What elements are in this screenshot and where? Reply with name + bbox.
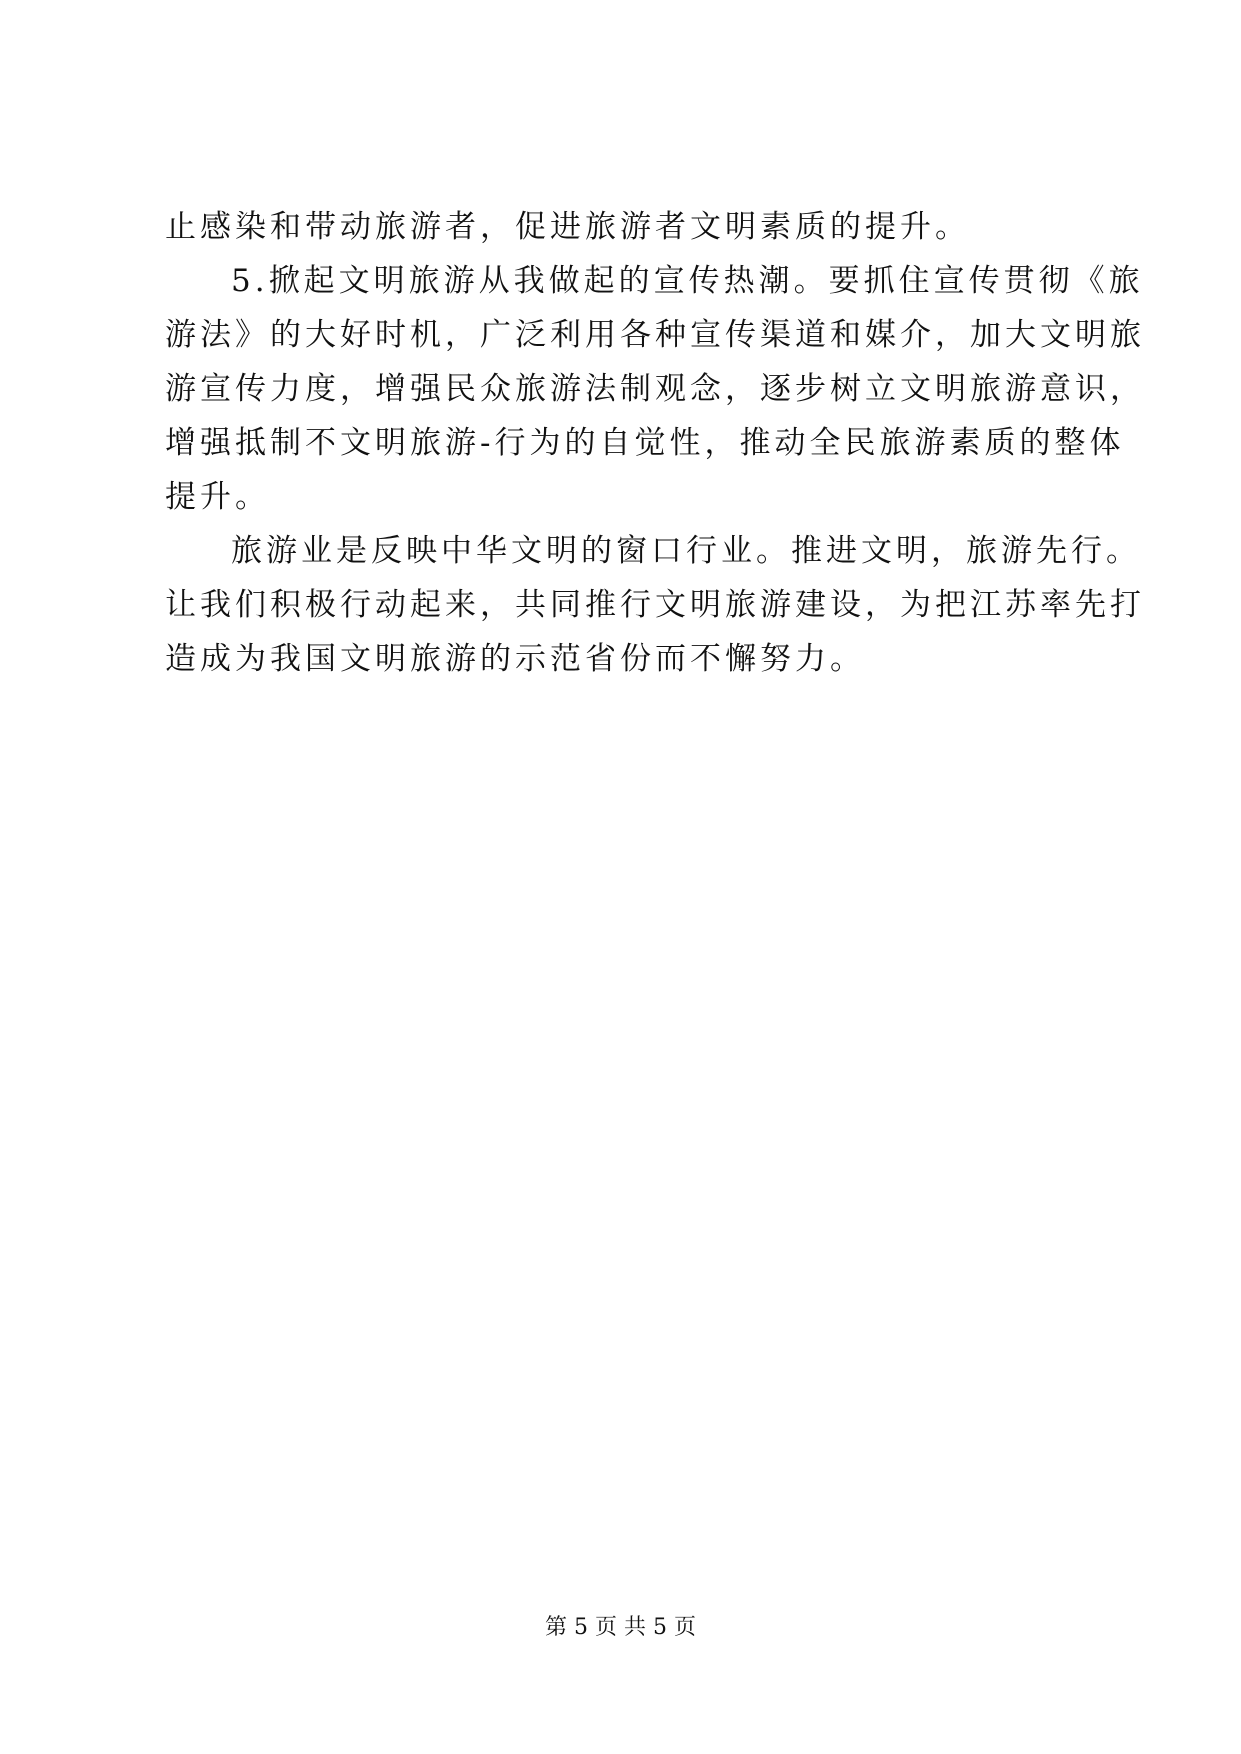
paragraph-2-line-4: 增强抵制不文明旅游-行为的自觉性，推动全民旅游素质的整体 xyxy=(165,425,1125,461)
paragraph-1-line-1: 止感染和带动旅游者，促进旅游者文明素质的提升。 xyxy=(165,209,970,245)
paragraph-2-line-3: 游宣传力度，增强民众旅游法制观念，逐步树立文明旅游意识， xyxy=(165,371,1145,407)
paragraph-2-line-1: 5.掀起文明旅游从我做起的宣传热潮。要抓住宣传贯彻《旅 xyxy=(231,263,1144,299)
paragraph-3-line-2: 让我们积极行动起来，共同推行文明旅游建设，为把江苏率先打 xyxy=(165,587,1145,623)
paragraph-2-line-2: 游法》的大好时机，广泛利用各种宣传渠道和媒介，加大文明旅 xyxy=(165,317,1145,353)
document-body xyxy=(165,200,1145,686)
paragraph-3-line-1: 旅游业是反映中华文明的窗口行业。推进文明，旅游先行。 xyxy=(231,533,1141,569)
page-number-footer: 第 5 页 共 5 页 xyxy=(545,1615,696,1640)
paragraph-2-line-5: 提升。 xyxy=(165,479,270,515)
paragraph-3-line-3: 造成为我国文明旅游的示范省份而不懈努力。 xyxy=(165,641,865,677)
